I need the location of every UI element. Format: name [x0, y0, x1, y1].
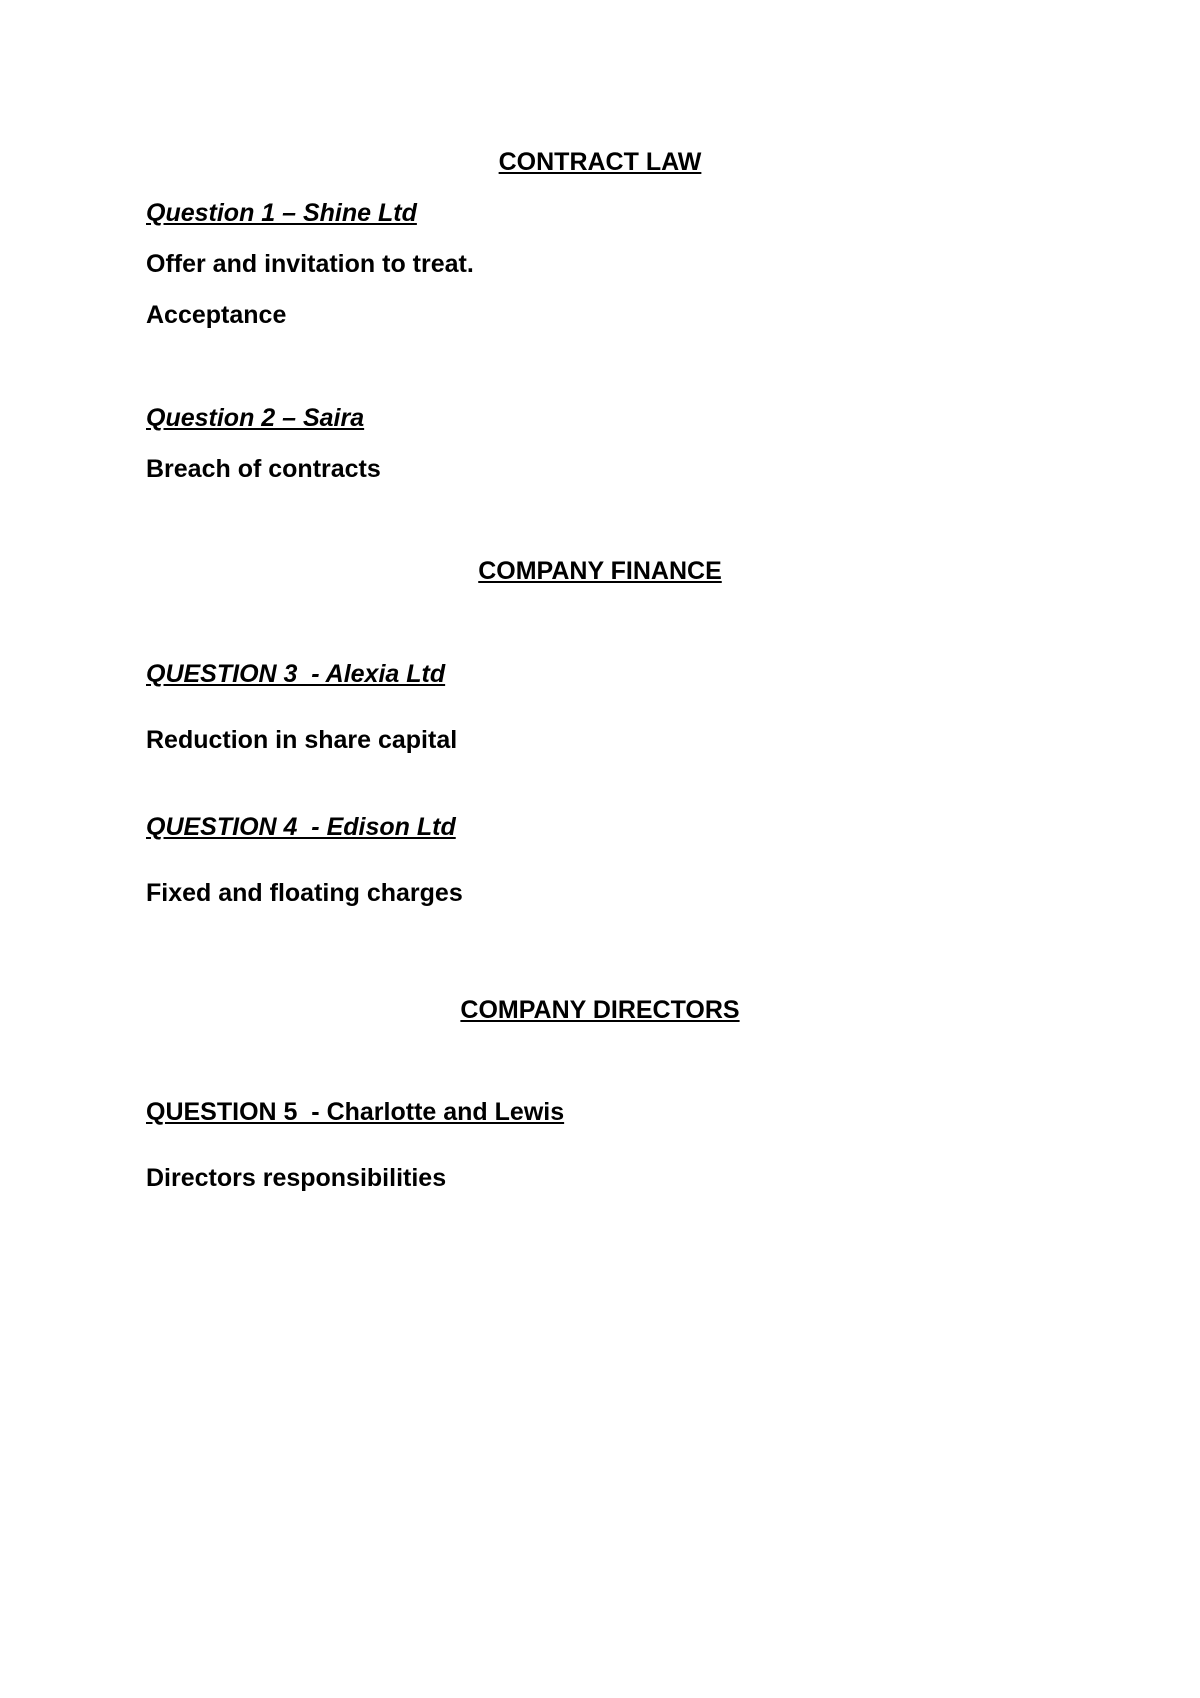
section-heading-company-directors: COMPANY DIRECTORS	[460, 996, 740, 1024]
question-3-topic-1: Reduction in share capital	[146, 726, 458, 754]
question-5-title: QUESTION 5 - Charlotte and Lewis	[146, 1098, 565, 1126]
question-1-topic-1: Offer and invitation to treat.	[146, 250, 474, 278]
question-4-topic-1: Fixed and floating charges	[146, 879, 463, 907]
question-1-topic-2: Acceptance	[146, 301, 287, 329]
question-2-title: Question 2 – Saira	[146, 404, 365, 432]
question-5-topic-1: Directors responsibilities	[146, 1164, 447, 1192]
question-2-topic-1: Breach of contracts	[146, 455, 381, 483]
section-heading-contract-law: CONTRACT LAW	[498, 148, 702, 176]
question-1-title: Question 1 – Shine Ltd	[146, 199, 417, 227]
question-4-title: QUESTION 4 - Edison Ltd	[146, 813, 456, 841]
question-3-title: QUESTION 3 - Alexia Ltd	[146, 660, 446, 688]
section-heading-company-finance: COMPANY FINANCE	[478, 557, 722, 585]
